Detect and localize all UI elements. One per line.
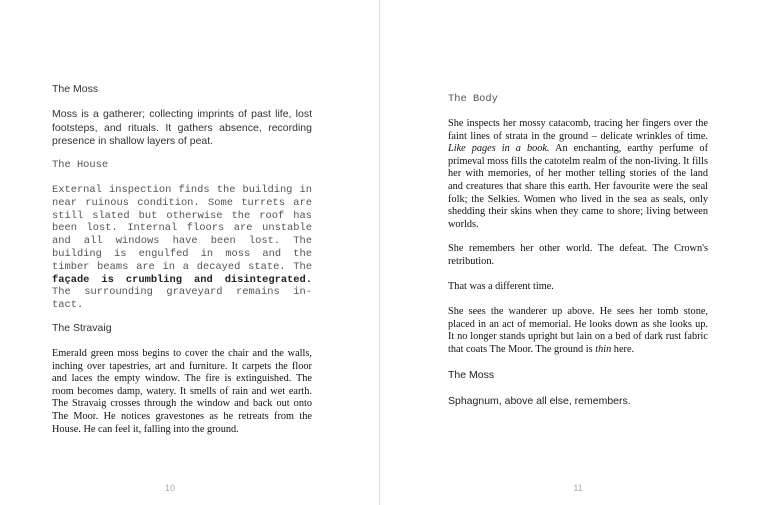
right-page <box>380 0 759 505</box>
body-paragraph-1 <box>448 118 708 231</box>
moss-paragraph: Moss is a gatherer; collecting imprints of past life, lost footsteps, and rituals. It gathers absence, recording presence in shallow layers of peat. <box>52 108 312 147</box>
body-p1-text-b: An enchanting, earthy perfume of primeval moss fills the catotelm realm of the non-living. It fills her with memories, of her mother telling stories of the land and creatures that share this earth. Her favourite were the seal folk; the Selkies. Women who lived in the sea as seals, only shedding their skins when they came to shore; living between worlds. <box>448 143 709 230</box>
stravaig-paragraph: Emerald green moss begins to cover the chair and the walls, inching over tapestries, art and furniture. It carpets the floor and laces the empty window. The fire is extinguished. The room becomes damp, watery. It smells of rain and wet earth. The Stravaig crosses through the window and back out onto The Moor. He notices gravestones as he retreats from the House. He can feel it, falling into the ground. <box>52 348 312 435</box>
heading-the-house: The House <box>52 159 109 171</box>
body-paragraph-2: She remembers her other world. The defeat. The Crown's retribution. <box>448 243 708 267</box>
body-p4-text-b: here. <box>611 343 635 355</box>
heading-the-stravaig: The Stravaig <box>52 322 112 334</box>
page-number-right: 11 <box>573 483 583 493</box>
body-paragraph-4 <box>448 306 708 356</box>
body-p4-text-a: She sees the wanderer up above. He sees her tomb stone, placed in an act of memorial. He looks down as she looks up. It no longer stands upright but lain on a bed of dark rust fabric that coats The Moor. The ground is <box>448 306 708 355</box>
heading-the-body: The Body <box>448 93 498 105</box>
body-p1-text-a: She inspects her mossy catacomb, tracing her fingers over the faint lines of strata in the ground – delicate wrinkles of time. <box>448 118 708 142</box>
house-paragraph <box>52 184 312 312</box>
heading-the-moss-right: The Moss <box>448 369 495 381</box>
left-page <box>0 0 379 505</box>
body-p4-italic: thin <box>595 343 612 355</box>
heading-the-moss: The Moss <box>52 83 99 95</box>
body-p1-italic: Like pages in a book. <box>448 143 550 155</box>
page-number-left: 10 <box>164 483 175 493</box>
closing-line: Sphagnum, above all else, remembers. <box>448 395 631 407</box>
house-text-2: The surrounding graveyard remains in-tact. <box>52 286 312 312</box>
house-text-1: External inspection finds the building in near ruinous condition. Some turrets are still slated but otherwise the roof has been lost. Internal floors are unstable and all windows have been lost. The building is engulfed in moss and the timber beams are in a decayed state. The <box>52 184 312 273</box>
house-bold-text: façade is crumbling and disintegrated. <box>52 273 312 286</box>
body-paragraph-3: That was a different time. <box>448 281 554 292</box>
